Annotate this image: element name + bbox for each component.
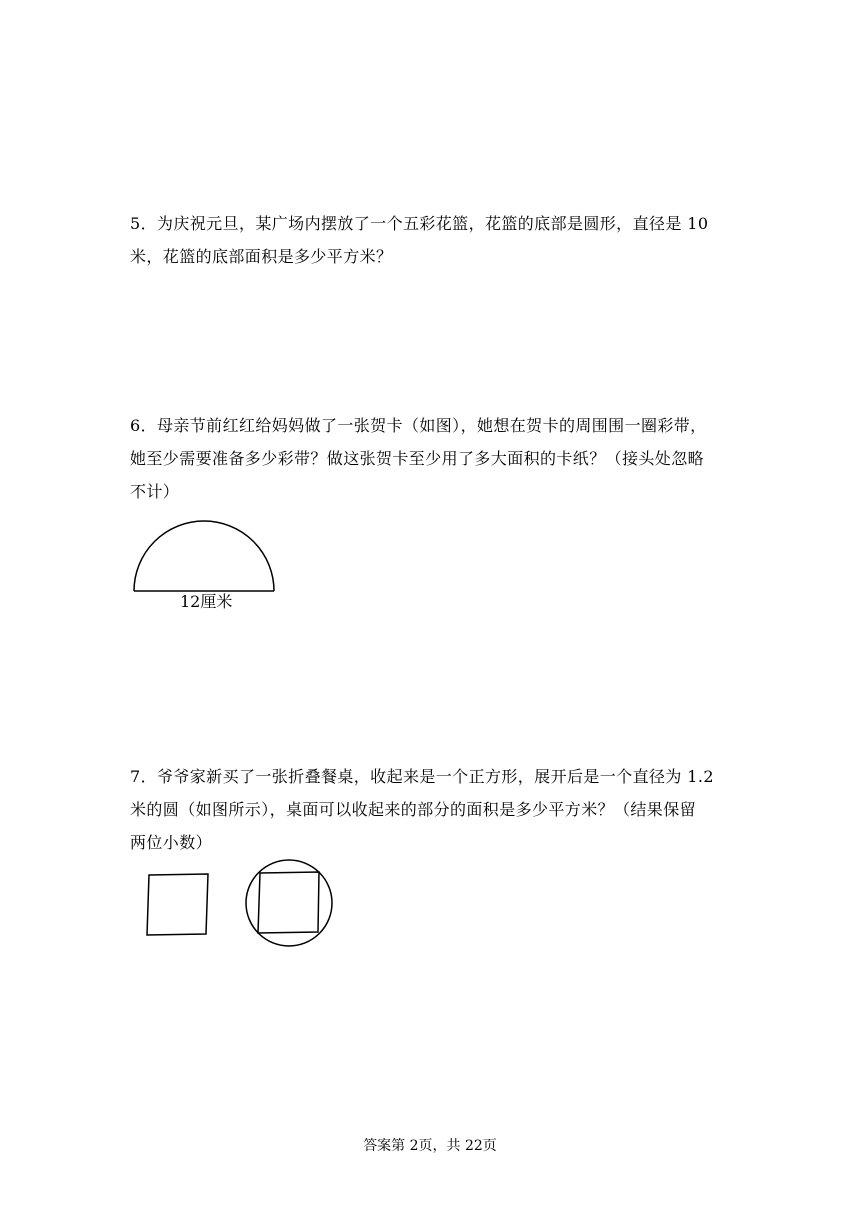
unfolded-table-circle-figure (242, 856, 336, 950)
question-5-line-2: 米，花篮的底部面积是多少平方米？ (130, 247, 393, 266)
question-6-line-1: 6．母亲节前红红给妈妈做了一张贺卡（如图），她想在贺卡的周围围一圈彩带， (130, 416, 707, 435)
page-footer: 答案第 2页，共 22页 (363, 1138, 497, 1154)
folded-table-square-figure (142, 870, 212, 940)
square-shape (147, 874, 208, 935)
inscribed-square-shape (258, 872, 319, 933)
question-7 (130, 760, 740, 859)
question-7-line-2: 米的圆（如图所示），桌面可以收起来的部分的面积是多少平方米？（结果保留 (130, 800, 697, 819)
question-5-line-1: 5．为庆祝元旦，某广场内摆放了一个五彩花篮，花篮的底部是圆形，直径是 10 (130, 214, 709, 233)
question-6-line-3: 不计） (130, 482, 180, 501)
diameter-label: 12厘米 (180, 592, 233, 611)
question-6-line-2: 她至少需要准备多少彩带？做这张贺卡至少用了多大面积的卡纸？（接头处忽略 (130, 449, 705, 468)
question-6 (130, 409, 740, 508)
question-5 (130, 207, 740, 273)
question-7-line-3: 两位小数） (130, 833, 213, 852)
question-7-line-1: 7．爷爷家新买了一张折叠餐桌，收起来是一个正方形，展开后是一个直径为 1.2 (130, 767, 714, 786)
semicircle-arc (134, 521, 274, 591)
